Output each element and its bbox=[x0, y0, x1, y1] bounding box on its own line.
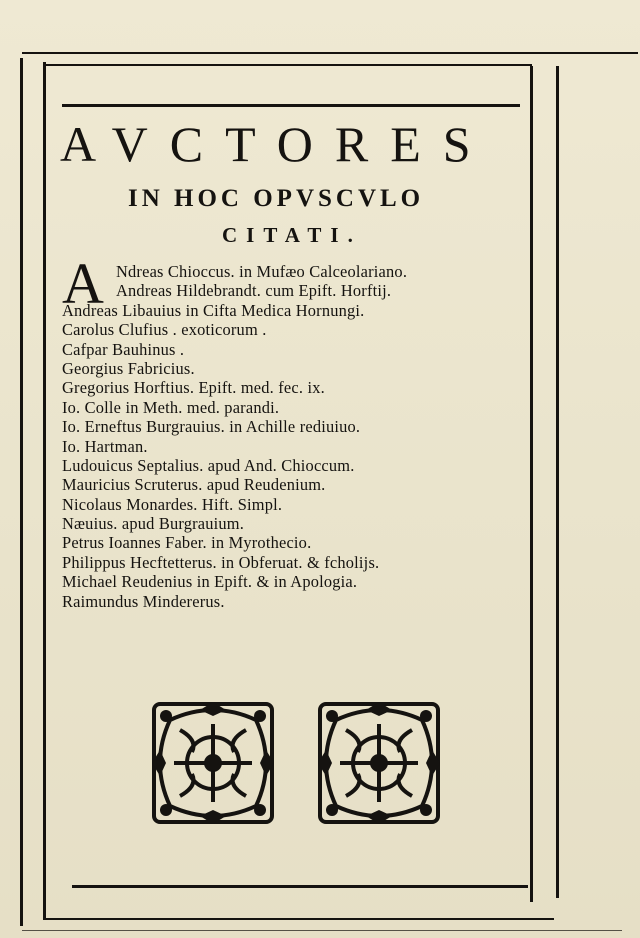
frame-rule-left-outer bbox=[20, 58, 23, 926]
author-entry: Io. Erneftus Burgrauius. in Achille rediuiuo. bbox=[62, 417, 361, 437]
author-entry: Georgius Fabricius. bbox=[62, 358, 195, 378]
frame-rule-top-outer bbox=[22, 52, 638, 54]
author-entry: Philippus Hecftetterus. in Obferuat. & fcholijs. bbox=[62, 552, 380, 572]
author-entry: Raimundus Mindererus. bbox=[62, 591, 225, 611]
author-entry: Næuius. apud Burgrauium. bbox=[62, 514, 245, 534]
title-rule bbox=[62, 104, 520, 107]
fleuron-ornament-icon bbox=[150, 700, 276, 826]
author-entry: Andreas Libauius in Cifta Medica Hornungi. bbox=[62, 300, 365, 320]
page-title: AVCTORES bbox=[60, 116, 493, 172]
frame-rule-left-inner bbox=[43, 62, 46, 920]
frame-rule-bottom-outer bbox=[22, 930, 622, 931]
drop-cap: A bbox=[62, 251, 104, 316]
frame-rule-top-inner bbox=[44, 64, 532, 66]
author-list bbox=[62, 262, 522, 611]
author-entry: Petrus Ioannes Faber. in Myrothecio. bbox=[62, 533, 312, 553]
author-entry: Ndreas Chioccus. in Mufæo Calceolariano. bbox=[116, 262, 408, 281]
author-entry: Andreas Hildebrandt. cum Epift. Horftij. bbox=[116, 281, 392, 301]
author-entry: Michael Reudenius in Epift. & in Apologia. bbox=[62, 572, 358, 592]
author-entry: Cafpar Bauhinus . bbox=[62, 339, 185, 359]
fleuron-ornament-icon bbox=[316, 700, 442, 826]
frame-rule-bottom-inner bbox=[72, 885, 528, 888]
subtitle-line-2: CITATI. bbox=[222, 223, 362, 247]
author-entry: Carolus Clufius . exoticorum . bbox=[62, 320, 267, 340]
frame-rule-right-outer bbox=[556, 66, 559, 898]
author-entry: Nicolaus Monardes. Hift. Simpl. bbox=[62, 494, 283, 514]
author-entry: Io. Colle in Meth. med. parandi. bbox=[62, 397, 280, 417]
frame-rule-right-inner bbox=[530, 66, 533, 902]
author-entry: Gregorius Horftius. Epift. med. fec. ix. bbox=[62, 378, 325, 398]
author-entry: Ludouicus Septalius. apud And. Chioccum. bbox=[62, 455, 355, 475]
author-entry: Io. Hartman. bbox=[62, 436, 148, 456]
subtitle-line-1: IN HOC OPVSCVLO bbox=[128, 185, 425, 212]
author-entry: Mauricius Scruterus. apud Reudenium. bbox=[62, 475, 326, 495]
frame-rule-bottom-middle bbox=[44, 918, 554, 920]
